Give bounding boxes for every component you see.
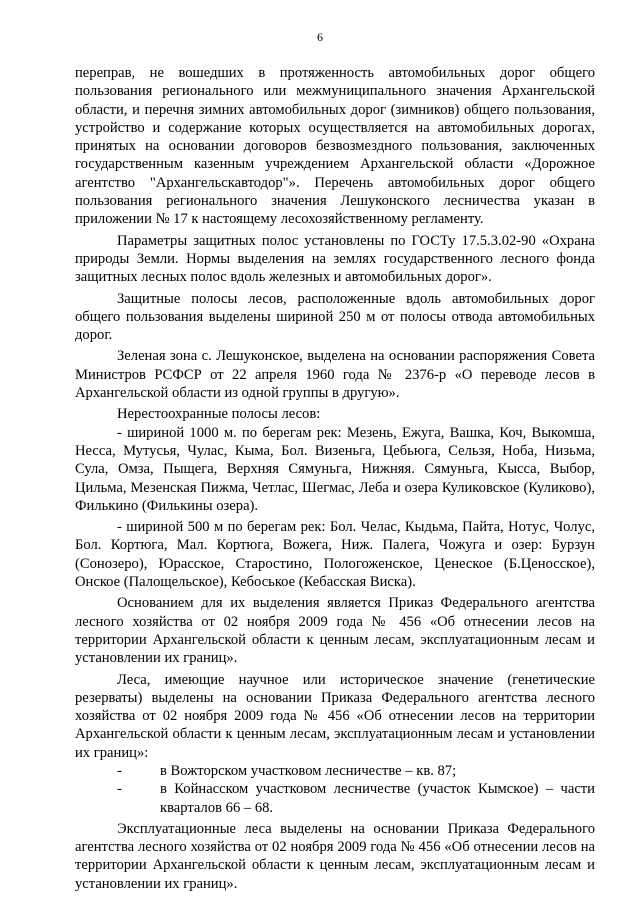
page-number: 6	[317, 30, 323, 44]
paragraph-protective-strips: Защитные полосы лесов, расположенные вдоль автомобильных дорог общего пользования выделены шириной 250 м от полосы отвода автомобильных дорог.	[75, 290, 595, 344]
list-bullet: -	[117, 762, 122, 779]
list-item-text: в Вожторском участковом лесничестве – кв. 87;	[160, 762, 457, 779]
paragraph-green-zone: Зеленая зона с. Лешуконское, выделена на основании распоряжения Совета Министров РСФСР от 22 апреля 1960 года № 2376-р «О переводе лесов в Архангельской области из одной группы в другую».	[75, 348, 595, 402]
paragraph-basis-order: Основанием для их выделения является Приказ Федерального агентства лесного хозяйства от 02 ноября 2009 года № 456 «Об отнесении лесов на территории Архангельской области к ценным лесам, эксплуатационным лесам и установлении их границ».	[75, 595, 595, 667]
paragraph-genetic-reserves: Леса, имеющие научное или историческое значение (генетические резерваты) выделены на основании Приказа Федерального агентства лесного хозяйства от 02 ноября 2009 года № 456 «Об отнесении лесов на территории Архангельской области к ценным лесам, эксплуатационным лесам и установлении их границ»:	[75, 671, 595, 761]
paragraph-exploitation-forests: Эксплуатационные леса выделены на основании Приказа Федерального агентства лесного хозяйства от 02 ноября 2009 года № 456 «Об отнесении лесов на территории Архангельской области к ценным лесам, эксплуатационным лесам и установлении их границ».	[75, 820, 595, 892]
list-item	[117, 762, 595, 780]
list-bullet: -	[117, 781, 122, 798]
paragraph-spawning-500m: - шириной 500 м по берегам рек: Бол. Челас, Кыдьма, Пайта, Нотус, Чолус, Бол. Кортюга, Мал. Кортюга, Вожега, Ниж. Палега, Чожуга и озер: Бурзун (Сонозеро), Юрасское, Старостино, Пологоженское, Ценеское (Б.Ценосское), Онское (Палощельское), Кебоськое (Кебасская Виска).	[75, 519, 595, 591]
paragraph-spawning-heading: Нерестоохранные полосы лесов:	[117, 406, 321, 423]
list-item-text: в Койнасском участковом лесничестве (участок Кымское) – части кварталов 66 – 68.	[160, 781, 595, 816]
paragraph-gost-parameters: Параметры защитных полос установлены по ГОСТу 17.5.3.02-90 «Охрана природы Земли. Нормы выделения на землях государственного лесного фонда защитных лесных полос вдоль железных и автомобильных дорог».	[75, 232, 595, 286]
paragraph-spawning-1000m: - шириной 1000 м. по берегам рек: Мезень, Ежуга, Вашка, Коч, Выкомша, Несса, Мутусья, Чулас, Кыма, Бол. Визеньга, Цебьюга, Сельзя, Ноба, Низьма, Сула, Омза, Пыщега, Верхняя Сямуньга, Нижняя. Сямуньга, Кысса, Выбор, Цильма, Мезенская Пижма, Четлас, Шегмас, Леба и озера Куликовское (Куликово), Филькино (Филькины озера).	[75, 424, 595, 514]
document-body	[75, 64, 595, 893]
list-item	[117, 780, 595, 817]
paragraph-road-list: переправ, не вошедших в протяженность автомобильных дорог общего пользования регионального или межмуниципального значения Архангельской области, и перечня зимних автомобильных дорог (зимников) общего пользования, устройство и содержание которых осуществляется на автомобильных дорогах, принятых на основании договоров безвозмездного пользования, заключенных государственным казенным учреждением Архангельской области «Дорожное агентство "Архангельскавтодор"». Перечень автомобильных дорог общего пользования регионального значения Лешуконского лесничества указан в приложении № 17 к настоящему лесохозяйственному регламенту.	[75, 65, 595, 228]
